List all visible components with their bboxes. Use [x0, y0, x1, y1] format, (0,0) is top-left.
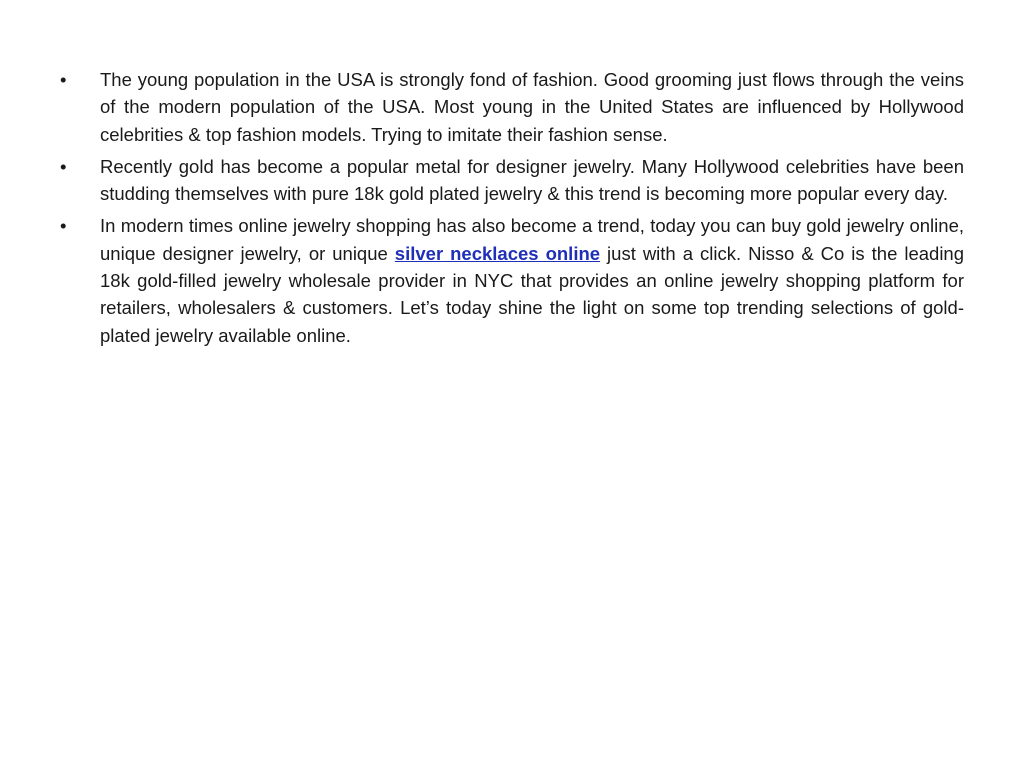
bullet-icon: •: [60, 215, 67, 237]
bullet-text-before-link: In modern times online jewelry shopping has also become a trend, today you can buy gold jewelry online, unique designer jewelry, or unique: [100, 215, 964, 264]
bullet-list: [60, 66, 964, 354]
bullet-text-after-link: just with a click. Nisso & Co is the leading 18k gold-filled jewelry wholesale provider in NYC that provides an online jewelry shopping platform for retailers, wholesalers & customers. Let’s today shine the light on some top trending selections of gold-plated jewelry available online.: [100, 242, 965, 346]
silver-necklaces-link[interactable]: silver necklaces online: [394, 242, 601, 264]
bullet-text: Recently gold has become a popular metal for designer jewelry. Many Hollywood celebrities have been studding themselves with pure 18k gold plated jewelry & this trend is becoming more popular every day.: [100, 155, 964, 205]
bullet-icon: •: [60, 155, 67, 177]
bullet-item-young-population: [60, 66, 964, 148]
bullet-item-gold-trend: [60, 153, 964, 208]
bullet-icon: •: [60, 69, 67, 90]
bullet-item-online-shopping: [60, 212, 964, 348]
bullet-text: The young population in the USA is strongly fond of fashion. Good grooming just flows through the veins of the modern population of the USA. Most young in the United States are influenced by Hollywood celebrities & top fashion models. Trying to imitate their fashion sense.: [100, 69, 964, 145]
